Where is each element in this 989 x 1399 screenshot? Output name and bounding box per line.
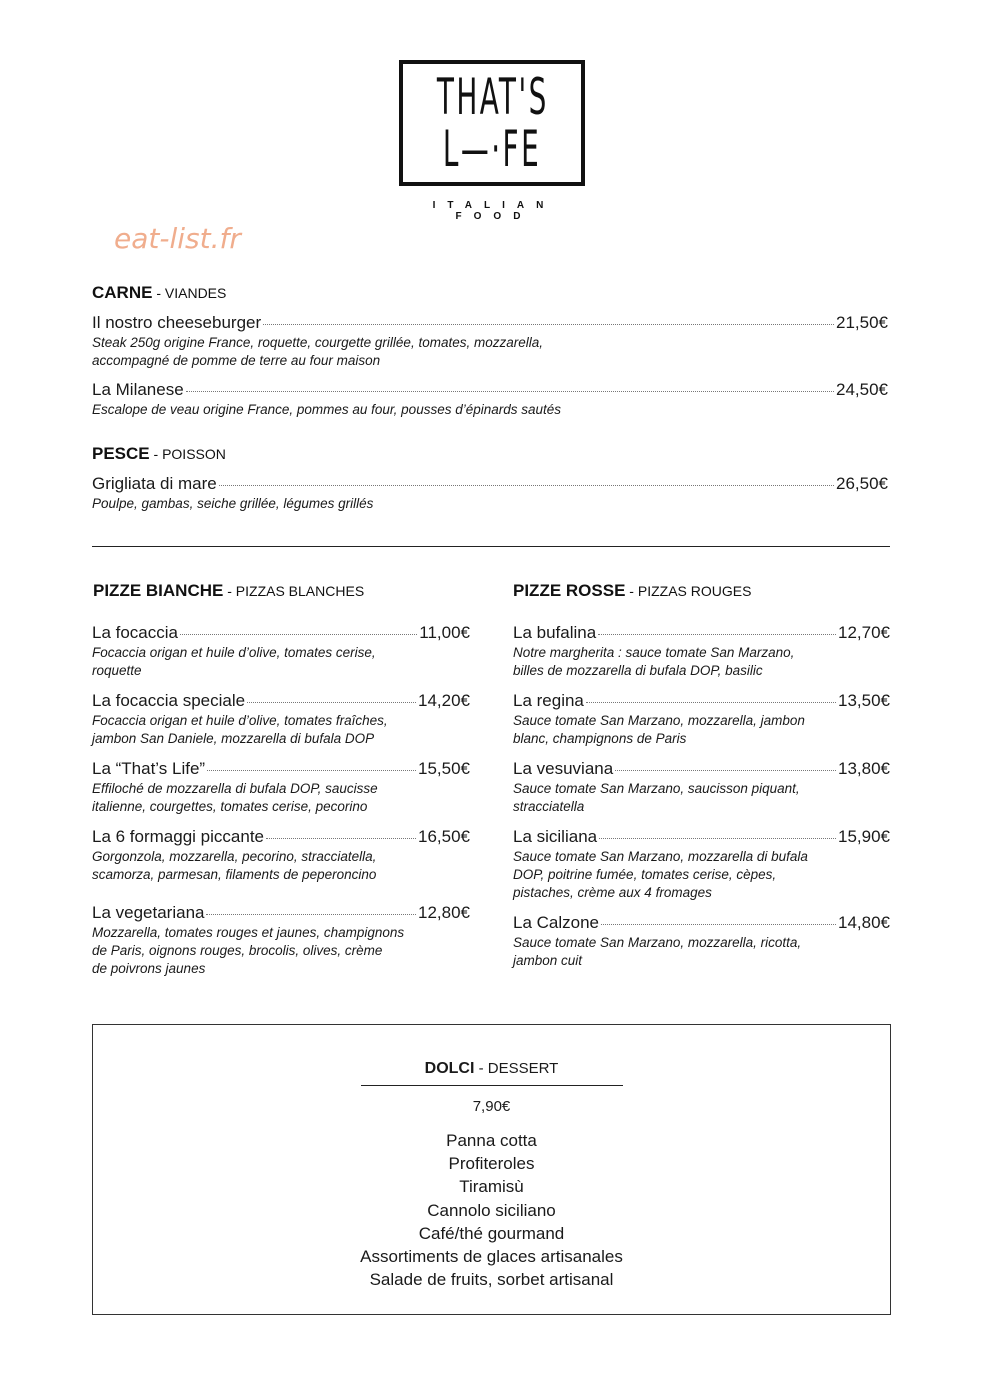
item-name: La focaccia speciale	[92, 691, 246, 710]
logo-line-2: L—·FE	[442, 120, 542, 178]
dessert-item: Profiteroles	[448, 1154, 535, 1174]
leader-dots	[186, 391, 834, 392]
leader-dots	[615, 770, 836, 771]
dessert-price: 7,90€	[472, 1098, 511, 1115]
item-description: Focaccia origan et huile d’olive, tomates fraîches, jambon San Daniele, mozzarella di bufala DOP	[92, 713, 388, 746]
item-description: Sauce tomate San Marzano, saucisson piquant, stracciatella	[513, 781, 800, 814]
item-description: Effiloché de mozzarella di bufala DOP, saucisse italienne, courgettes, tomates cerise, pecorino	[92, 781, 378, 814]
menu-item	[92, 759, 470, 816]
item-name: La siciliana	[513, 827, 598, 846]
leader-dots	[586, 702, 836, 703]
dessert-item: Salade de fruits, sorbet artisanal	[369, 1270, 614, 1290]
item-description: Notre margherita : sauce tomate San Marzano, billes de mozzarella di bufala DOP, basilic	[513, 645, 795, 678]
logo-line-1: THAT'S	[436, 68, 549, 126]
item-name: La Calzone	[513, 913, 600, 932]
menu-item	[513, 827, 890, 902]
section-title-main: PESCE	[92, 444, 150, 463]
item-description: Focaccia origan et huile d’olive, tomates cerise, roquette	[92, 645, 376, 678]
item-name: Il nostro cheeseburger	[92, 313, 262, 332]
menu-item	[92, 827, 470, 884]
section-title-pesce	[92, 444, 226, 464]
section-title-sub: - POISSON	[149, 446, 226, 462]
item-price: 16,50€	[418, 827, 470, 846]
section-title-sub: - PIZZAS BLANCHES	[223, 583, 365, 599]
item-price: 13,80€	[838, 759, 890, 778]
item-price: 14,80€	[838, 913, 890, 932]
section-divider	[92, 546, 890, 547]
menu-item	[92, 691, 470, 748]
dessert-item: Assortiments de glaces artisanales	[360, 1247, 623, 1267]
dessert-item: Cannolo siciliano	[427, 1200, 556, 1220]
leader-dots	[263, 324, 834, 325]
dessert-list	[93, 1129, 890, 1291]
item-price: 15,50€	[418, 759, 470, 778]
menu-item	[92, 313, 888, 370]
section-title-main: DOLCI	[424, 1060, 475, 1077]
item-price: 13,50€	[838, 691, 890, 710]
item-description: Sauce tomate San Marzano, mozzarella, ricotta, jambon cuit	[513, 935, 802, 968]
menu-item	[513, 691, 890, 748]
section-title-bianche	[93, 581, 364, 601]
section-title-sub: - DESSERT	[474, 1060, 559, 1077]
item-name: La Milanese	[92, 380, 184, 399]
leader-dots	[206, 914, 416, 915]
item-name: La 6 formaggi piccante	[92, 827, 264, 846]
leader-dots	[598, 634, 836, 635]
dessert-item: Tiramisù	[459, 1177, 524, 1197]
menu-item	[92, 903, 470, 978]
item-price: 21,50€	[836, 313, 888, 332]
section-title-sub: - VIANDES	[152, 285, 227, 301]
item-price: 12,80€	[418, 903, 470, 922]
section-title-sub: - PIZZAS ROUGES	[625, 583, 752, 599]
item-name: La bufalina	[513, 623, 597, 642]
item-description: Mozzarella, tomates rouges et jaunes, champignons de Paris, oignons rouges, brocolis, olives, crème de poivrons jaunes	[92, 925, 405, 976]
item-description: Escalope de veau origine France, pommes au four, pousses d’épinards sautés	[92, 402, 562, 417]
menu-item	[513, 759, 890, 816]
item-name: La “That’s Life”	[92, 759, 206, 778]
menu-item	[92, 474, 888, 513]
item-name: Grigliata di mare	[92, 474, 217, 493]
section-title-main: PIZZE ROSSE	[513, 581, 626, 600]
menu-item	[92, 623, 470, 680]
item-price: 15,90€	[838, 827, 890, 846]
item-name: La regina	[513, 691, 584, 710]
item-description: Sauce tomate San Marzano, mozzarella di bufala DOP, poitrine fumée, tomates cerise, cèpes, pistaches, crème aux 4 fromages	[513, 849, 808, 900]
item-price: 24,50€	[836, 380, 888, 399]
item-name: La vegetariana	[92, 903, 205, 922]
section-title-main: PIZZE BIANCHE	[93, 581, 224, 600]
item-price: 12,70€	[838, 623, 890, 642]
item-price: 26,50€	[836, 474, 888, 493]
item-description: Steak 250g origine France, roquette, courgette grillée, tomates, mozzarella, accompagné de pomme de terre au four maison	[92, 335, 543, 368]
logo	[399, 60, 585, 186]
leader-dots	[266, 838, 416, 839]
leader-dots	[180, 634, 417, 635]
menu-item	[513, 913, 890, 970]
leader-dots	[601, 924, 836, 925]
item-description: Gorgonzola, mozzarella, pecorino, stracciatella, scamorza, parmesan, filaments de peperoncino	[92, 849, 377, 882]
item-description: Poulpe, gambas, seiche grillée, légumes grillés	[92, 496, 374, 511]
section-title-main: CARNE	[92, 283, 153, 302]
section-title-dolci	[93, 1060, 890, 1078]
item-name: La vesuviana	[513, 759, 614, 778]
logo-subtitle: ITALIAN FOOD	[432, 200, 556, 222]
leader-dots	[247, 702, 416, 703]
dessert-box	[92, 1024, 891, 1315]
section-title-carne	[92, 283, 226, 303]
dessert-item: Panna cotta	[446, 1131, 537, 1150]
leader-dots	[219, 485, 834, 486]
leader-dots	[599, 838, 836, 839]
dessert-item: Café/thé gourmand	[418, 1223, 565, 1243]
section-title-rosse	[513, 581, 751, 601]
menu-item	[513, 623, 890, 680]
leader-dots	[207, 770, 416, 771]
item-name: La focaccia	[92, 623, 178, 642]
item-price: 14,20€	[418, 691, 470, 710]
dessert-divider	[361, 1085, 623, 1086]
watermark: eat-list.fr	[114, 222, 241, 255]
item-price: 11,00€	[419, 623, 470, 642]
menu-item	[92, 380, 888, 419]
item-description: Sauce tomate San Marzano, mozzarella, jambon blanc, champignons de Paris	[513, 713, 805, 746]
